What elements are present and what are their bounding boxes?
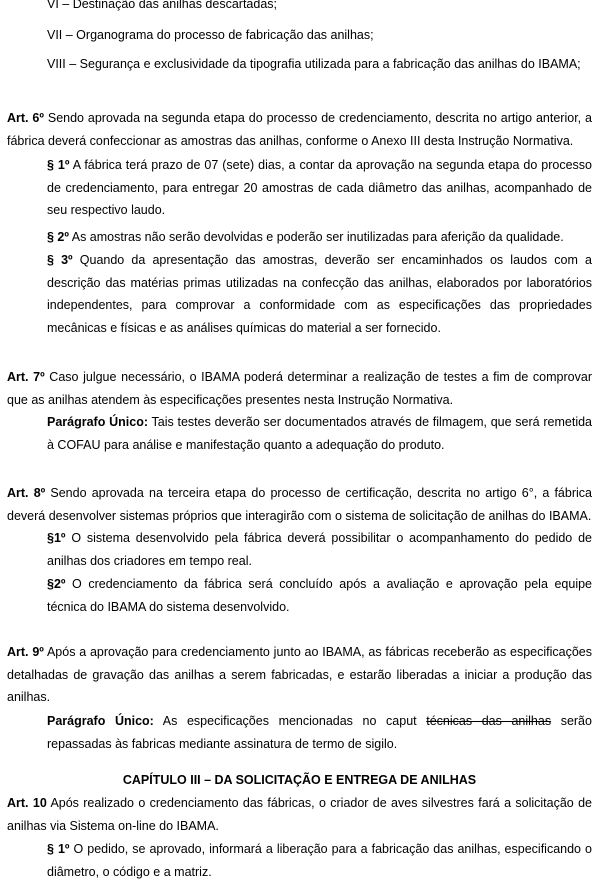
art6-p1-text: A fábrica terá prazo de 07 (sete) dias, a contar da aprovação na segunda etapa do processo de credenciamento, para entregar 20 amostras de cada diâmetro das anilhas, acompanhado de seu respectivo laudo. (47, 158, 592, 217)
article-8-text: Sendo aprovada na terceira etapa do processo de certificação, descrita no artigo 6°, a fábrica deverá desenvolver sistemas próprios que interagirão com o sistema de solicitação de anilhas do IBAMA. (7, 486, 592, 523)
art6-p2-label: § 2º (47, 230, 69, 244)
article-8 (7, 482, 592, 527)
art9-pu-struck-text: técnicas das anilhas (426, 714, 552, 728)
article-9-label: Art. 9º (7, 645, 44, 659)
article-6-text: Sendo aprovada na segunda etapa do processo de credenciamento, descrita no artigo anterior, a fábrica deverá confeccionar as amostras das anilhas, conforme o Anexo III desta Instrução Normativa. (7, 111, 592, 148)
art9-pu-label: Parágrafo Único: (47, 714, 154, 728)
art10-paragraph-1 (47, 838, 592, 883)
article-7-label: Art. 7º (7, 370, 45, 384)
art8-p2-text: O credenciamento da fábrica será concluído após a avaliação e aprovação pela equipe técnica do IBAMA do sistema desenvolvido. (47, 577, 592, 614)
art7-sole-paragraph (47, 411, 592, 456)
article-6 (7, 107, 592, 152)
list-item-vi: VI – Destinação das anilhas descartadas; (47, 0, 277, 11)
chapter-heading: CAPÍTULO III – DA SOLICITAÇÃO E ENTREGA DE ANILHAS (122, 773, 477, 787)
art6-p2-text: As amostras não serão devolvidas e poderão ser inutilizadas para aferição da qualidade. (71, 230, 564, 244)
art9-sole-paragraph (47, 710, 592, 755)
article-10 (7, 792, 592, 837)
list-item-vii: VII – Organograma do processo de fabricação das anilhas; (47, 28, 374, 42)
art6-p3-text: Quando da apresentação das amostras, deverão ser encaminhados os laudos com a descrição das matérias primas utilizadas na confecção das anilhas, elaborados por laboratórios independentes, para comprovar a conformidade com as especificações das propriedades mecânicas e físicas e as análises químicas do material a ser fornecido. (47, 253, 592, 335)
art9-pu-text-a: As especificações mencionadas no caput (162, 714, 417, 728)
art8-paragraph-2 (47, 573, 592, 618)
art8-paragraph-1 (47, 527, 592, 572)
art8-p2-label: §2º (47, 577, 66, 591)
article-9-text: Após a aprovação para credenciamento junto ao IBAMA, as fábricas receberão as especificações detalhadas de gravação das anilhas a serem fabricadas, e estarão liberadas a iniciar a produção das anilhas. (7, 645, 592, 704)
art9-pu-text-b: serão repassadas às fabricas mediante assinatura de termo de sigilo. (47, 714, 592, 751)
art8-p1-text: O sistema desenvolvido pela fábrica deverá possibilitar o acompanhamento do pedido de anilhas dos criadores em tempo real. (47, 531, 592, 568)
art6-p1-label: § 1º (47, 158, 70, 172)
art10-p1-label: § 1º (47, 842, 70, 856)
article-8-label: Art. 8º (7, 486, 46, 500)
article-7-text: Caso julgue necessário, o IBAMA poderá determinar a realização de testes a fim de comprovar que as anilhas atendem às especificações presentes nesta Instrução Normativa. (7, 370, 592, 407)
art6-paragraph-1 (47, 154, 592, 222)
art8-p1-label: §1º (47, 531, 66, 545)
article-9 (7, 641, 592, 709)
article-6-label: Art. 6º (7, 111, 44, 125)
article-10-label: Art. 10 (7, 796, 47, 810)
art7-pu-text: Tais testes deverão ser documentados através de filmagem, que será remetida à COFAU para análise e manifestação quanto a adequação do produto. (47, 415, 593, 452)
art7-pu-label: Parágrafo Único: (47, 415, 148, 429)
article-7 (7, 366, 592, 411)
list-item-viii: VIII – Segurança e exclusividade da tipografia utilizada para a fabricação das anilhas do IBAMA; (47, 57, 581, 71)
art6-paragraph-2 (47, 226, 592, 249)
article-10-text: Após realizado o credenciamento das fábricas, o criador de aves silvestres fará a solicitação de anilhas via Sistema on-line do IBAMA. (7, 796, 592, 833)
art6-paragraph-3 (47, 249, 592, 339)
art6-p3-label: § 3º (47, 253, 73, 267)
art10-p1-text: O pedido, se aprovado, informará a liberação para a fabricação das anilhas, especificando o diâmetro, o código e a matriz. (47, 842, 592, 879)
